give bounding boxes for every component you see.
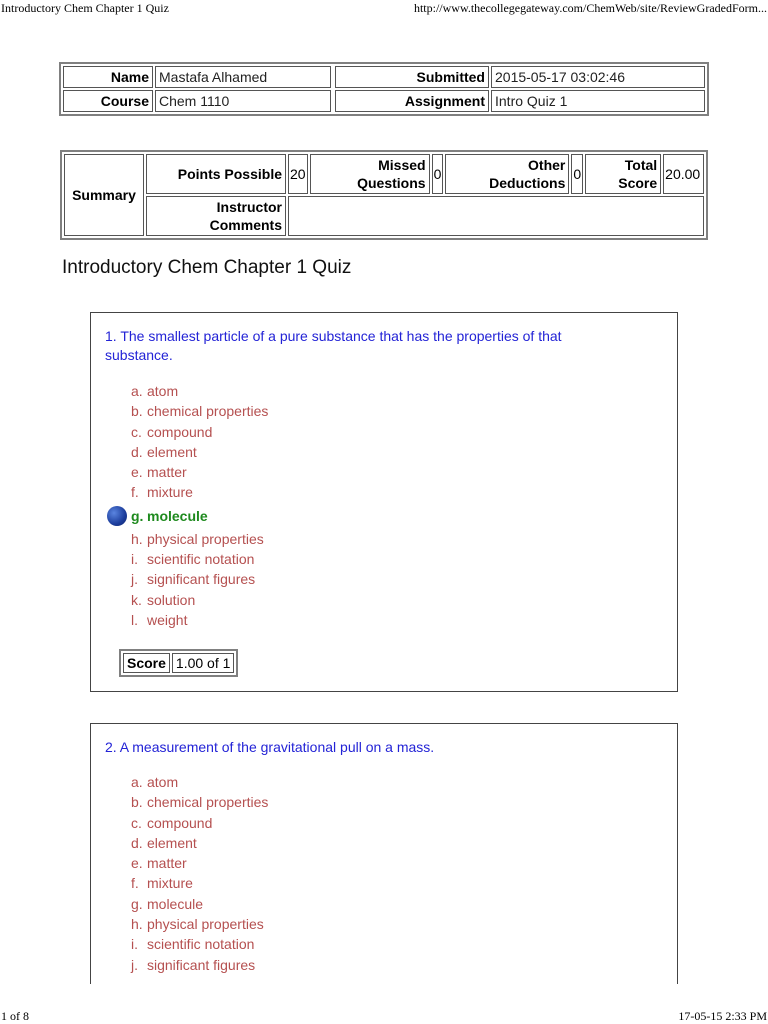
answer-option: k. solution [131, 591, 196, 608]
page-url[interactable]: http://www.thecollegegateway.com/ChemWeb/site/ReviewGradedForm... [413, 1, 767, 15]
instructor-comments-value [288, 196, 704, 236]
answer-option: d. element [131, 443, 197, 460]
course-value: Chem 1110 [155, 90, 331, 112]
quiz-title: Introductory Chem Chapter 1 Quiz [62, 257, 352, 278]
assignment-value: Intro Quiz 1 [491, 90, 705, 112]
question-1-answers [131, 381, 268, 630]
score-label: Score [123, 653, 170, 673]
page-title-header: Introductory Chem Chapter 1 Quiz [1, 1, 169, 15]
name-label: Name [63, 66, 153, 88]
question-2 [90, 723, 678, 984]
total-label-line2: Score [618, 175, 658, 191]
question-2-text: 2. A measurement of the gravitational pull on a mass. [105, 739, 435, 755]
summary-label: Summary [64, 154, 144, 236]
answer-option: j. significant figures [131, 571, 256, 588]
points-possible-label: Points Possible [146, 154, 286, 194]
print-header [0, 0, 768, 16]
question-1-score [119, 649, 238, 677]
submitted-value: 2015-05-17 03:02:46 [491, 66, 705, 88]
submitted-label: Submitted [335, 66, 489, 88]
points-possible-value: 20 [288, 154, 308, 194]
answer-option-selected: g. molecule [131, 503, 268, 529]
student-info-table [59, 62, 709, 116]
comments-label-line1: Instructor [216, 199, 282, 215]
missed-label-line1: Missed [378, 157, 426, 173]
answer-option: a. atom [131, 774, 179, 790]
missed-questions-label [310, 154, 430, 194]
name-value: Mastafa Alhamed [155, 66, 331, 88]
other-deductions-label [445, 154, 569, 194]
answer-option: c. compound [131, 814, 213, 831]
total-label-line1: Total [624, 157, 658, 173]
answer-option: h. physical properties [131, 530, 264, 547]
page-indicator: 1 of 8 [1, 1009, 29, 1023]
print-footer [0, 1008, 768, 1024]
comments-label-line2: Comments [209, 217, 282, 233]
answer-option: g. molecule [131, 895, 204, 912]
total-score-value: 20.00 [663, 154, 704, 194]
answer-option: d. element [131, 834, 197, 851]
total-score-label [585, 154, 661, 194]
answer-option: a. atom [131, 383, 179, 399]
answer-option: b. chemical properties [131, 794, 269, 811]
other-label-line1: Other [528, 157, 566, 173]
other-deductions-value: 0 [571, 154, 583, 194]
instructor-comments-label [146, 196, 286, 236]
answer-option: i. scientific notation [131, 551, 255, 568]
assignment-label: Assignment [335, 90, 489, 112]
answer-option: c. compound [131, 423, 213, 440]
answer-option: f. mixture [131, 875, 193, 892]
answer-option: f. mixture [131, 484, 193, 501]
summary-table [60, 150, 708, 240]
answer-option: b. chemical properties [131, 403, 269, 420]
other-label-line2: Deductions [489, 175, 566, 191]
question-1 [90, 312, 678, 692]
answer-option: e. matter [131, 464, 187, 481]
answer-option: h. physical properties [131, 916, 264, 933]
question-1-text: 1. The smallest particle of a pure substance that has the properties of that substance. [105, 328, 562, 363]
print-datetime: 17-05-15 2:33 PM [678, 1009, 767, 1023]
blue-sphere-icon [107, 506, 127, 526]
question-2-answers [131, 772, 268, 975]
answer-option: l. weight [131, 611, 188, 628]
answer-option: i. scientific notation [131, 936, 255, 953]
score-value: 1.00 of 1 [172, 653, 235, 673]
answer-option: e. matter [131, 855, 187, 872]
answer-option: j. significant figures [131, 956, 256, 973]
missed-questions-value: 0 [432, 154, 444, 194]
missed-label-line2: Questions [357, 175, 426, 191]
course-label: Course [63, 90, 153, 112]
